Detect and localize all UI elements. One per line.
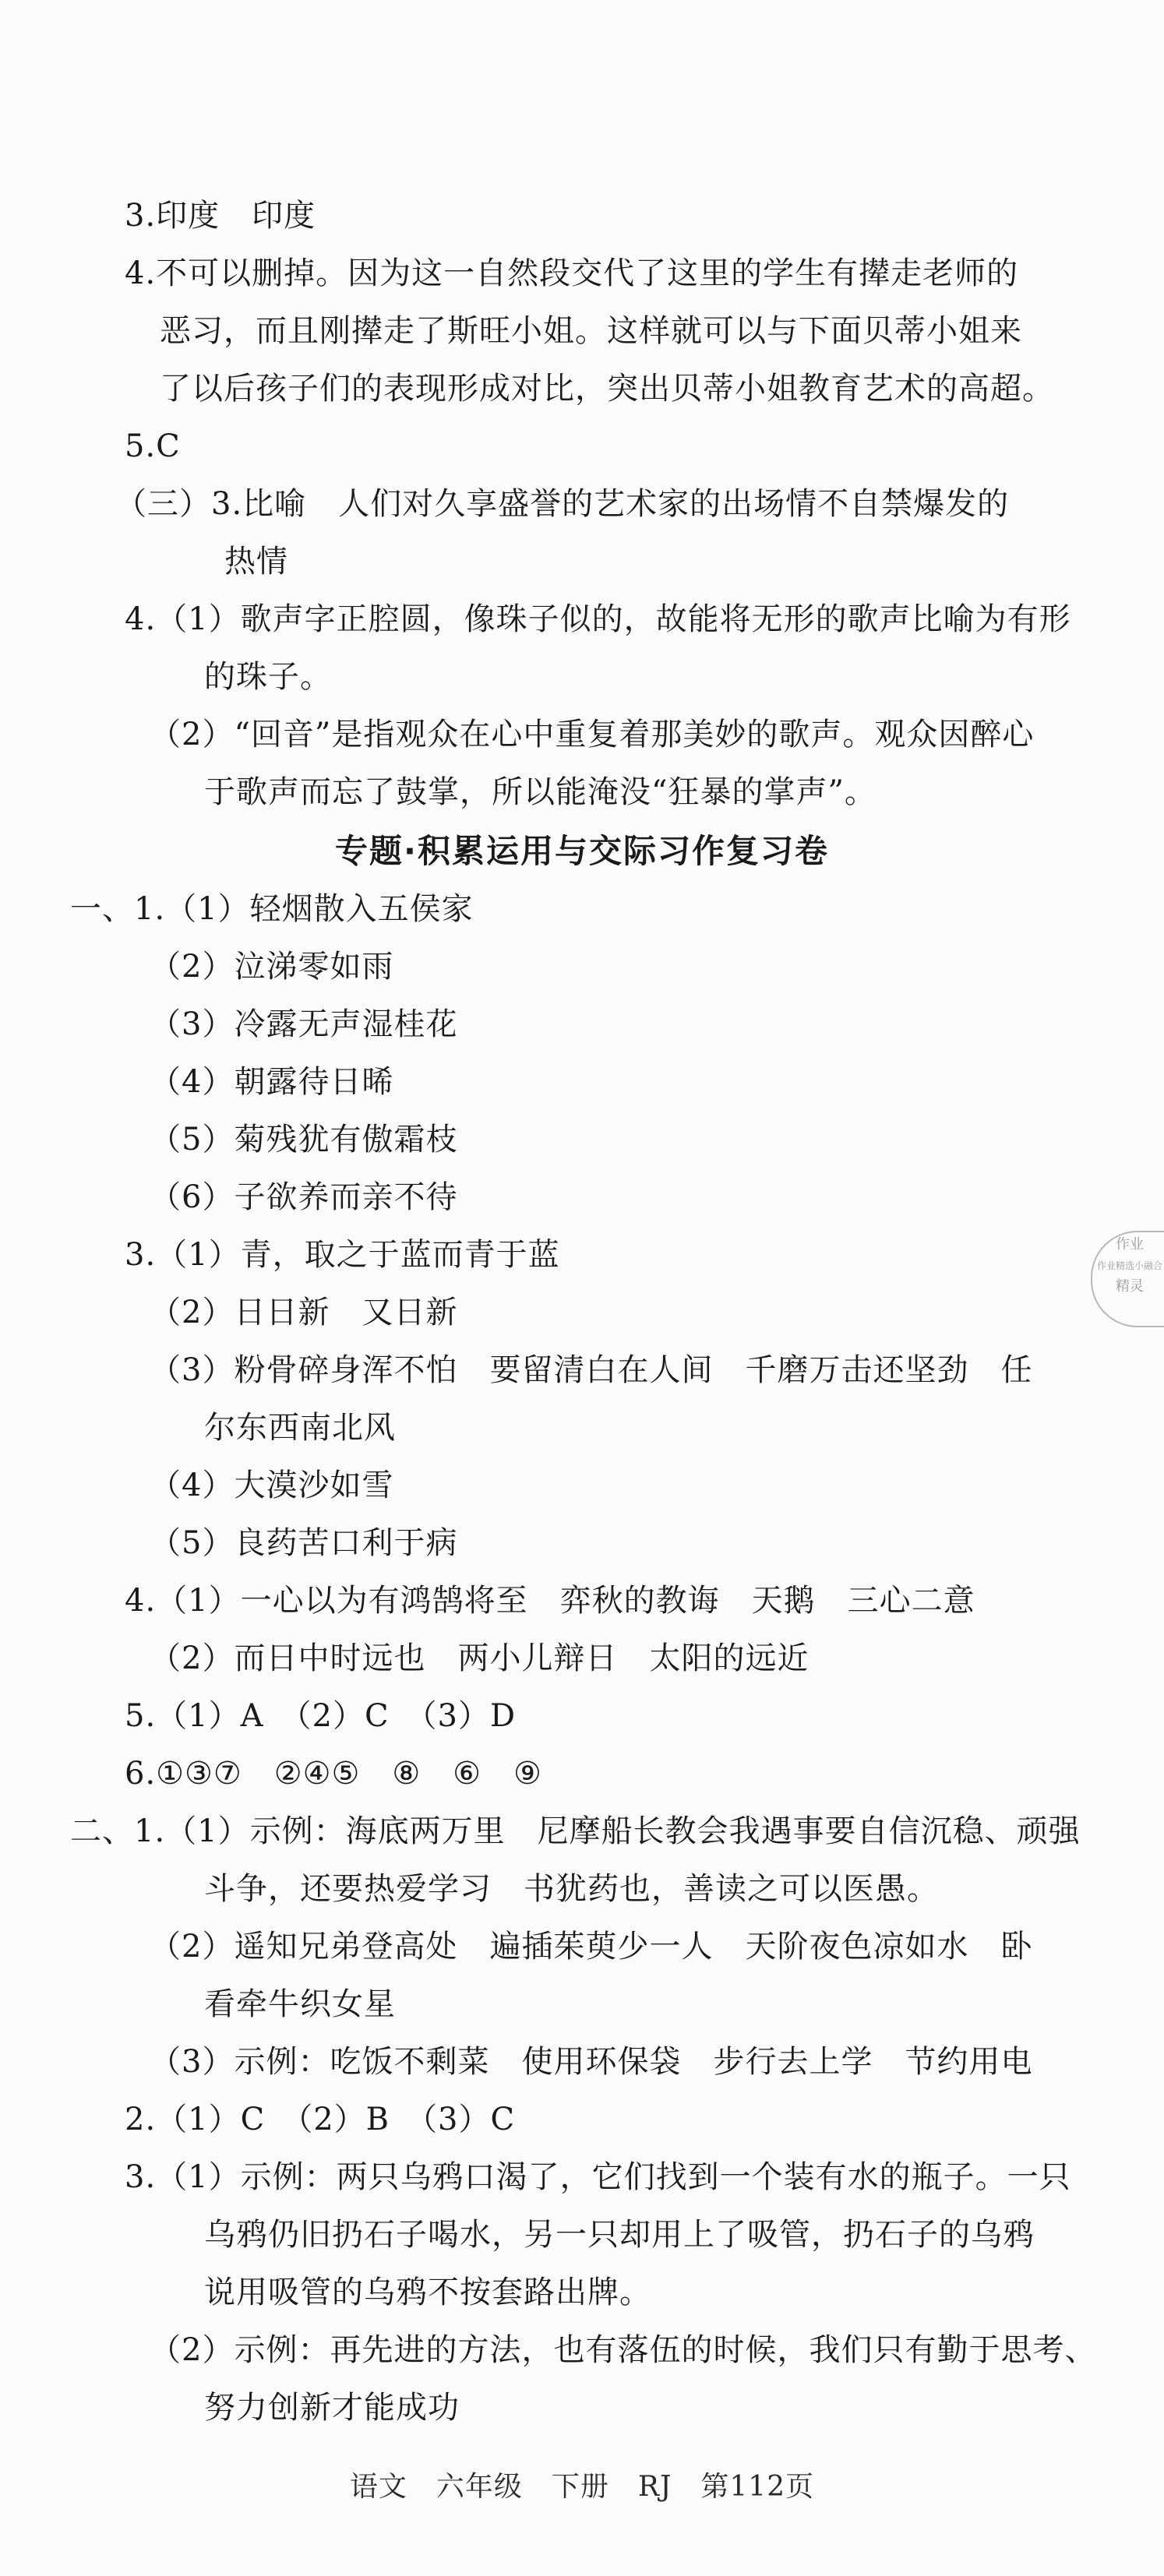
answer-line: （2）而日中时远也 两小儿辩日 太阳的远近	[150, 1640, 810, 1676]
answer-line: （6）子欲养而亲不待	[150, 1179, 458, 1215]
page-footer: 语文 六年级 下册 RJ 第112页	[349, 2471, 815, 2503]
stamp-logo	[1091, 1231, 1164, 1327]
answer-line: 2.（1）C （2）B （3）C	[125, 2102, 516, 2137]
answer-line: 二、1.（1）示例：海底两万里 尼摩船长教会我遇事要自信沉稳、顽强	[70, 1813, 1081, 1849]
stamp-text: 作业精选小融合	[1096, 1260, 1162, 1271]
answer-line: 乌鸦仍旧扔石子喝水，另一只却用上了吸管，扔石子的乌鸦	[204, 2217, 1035, 2253]
answer-line: （2）“回音”是指观众在心中重复着那美妙的歌声。观众因醉心	[150, 717, 1035, 752]
answer-line: 4.（1）歌声字正腔圆，像珠子似的，故能将无形的歌声比喻为有形	[125, 601, 1071, 637]
answer-line: 5.C	[125, 428, 181, 464]
stamp-text: 作业	[1116, 1236, 1144, 1253]
answer-line: （2）遥知兄弟登高处 遍插茱萸少一人 天阶夜色凉如水 卧	[150, 1929, 1033, 1965]
answer-line: （三）3.比喻 人们对久享盛誉的艺术家的出场情不自禁爆发的	[115, 486, 1010, 522]
answer-line: （2）日日新 又日新	[150, 1295, 458, 1330]
answer-line: 3.（1）示例：两只乌鸦口渴了，它们找到一个装有水的瓶子。一只	[125, 2159, 1071, 2195]
answer-line: （2）泣涕零如雨	[150, 949, 394, 985]
answer-line: 斗争，还要热爱学习 书犹药也，善读之可以医愚。	[204, 1871, 939, 1907]
answer-line: 3.印度 印度	[125, 198, 316, 234]
answer-line: 了以后孩子们的表现形成对比，突出贝蒂小姐教育艺术的高超。	[160, 371, 1054, 407]
stamp-text: 精灵	[1116, 1278, 1144, 1295]
answer-line: 的珠子。	[204, 659, 332, 695]
answer-line: （2）示例：再先进的方法，也有落伍的时候，我们只有勤于思考、	[150, 2332, 1097, 2368]
answer-line: 热情	[224, 544, 288, 580]
answer-line: （3）冷露无声湿桂花	[150, 1006, 458, 1042]
answer-line: （3）粉骨碎身浑不怕 要留清白在人间 千磨万击还坚劲 任	[150, 1352, 1033, 1388]
answer-line: （3）示例：吃饭不剩菜 使用环保袋 步行去上学 节约用电	[150, 2044, 1033, 2080]
answer-line: 4.不可以删掉。因为这一自然段交代了这里的学生有撵走老师的	[125, 255, 1019, 291]
answer-line: （5）良药苦口利于病	[150, 1525, 458, 1561]
answer-line: 恶习，而且刚撵走了斯旺小姐。这样就可以与下面贝蒂小姐来	[160, 313, 1022, 349]
section-title: 专题·积累运用与交际习作复习卷	[335, 832, 829, 870]
answer-line: 尔东西南北风	[204, 1410, 396, 1446]
answer-line: 一、1.（1）轻烟散入五侯家	[70, 891, 474, 927]
answer-line: （5）菊残犹有傲霜枝	[150, 1122, 458, 1158]
answer-line: 于歌声而忘了鼓掌，所以能淹没“狂暴的掌声”。	[204, 774, 877, 810]
answer-line: （4）大漠沙如雪	[150, 1468, 394, 1503]
answer-line: 3.（1）青，取之于蓝而青于蓝	[125, 1237, 560, 1273]
answer-line: 努力创新才能成功	[204, 2390, 460, 2426]
answer-line: 看牵牛织女星	[204, 1986, 396, 2022]
answer-line: 6.①③⑦ ②④⑤ ⑧ ⑥ ⑨	[125, 1756, 542, 1792]
answer-line: 5.（1）A （2）C （3）D	[125, 1698, 517, 1734]
answer-line: （4）朝露待日晞	[150, 1064, 394, 1100]
answer-line: 4.（1）一心以为有鸿鹄将至 弈秋的教诲 天鹅 三心二意	[125, 1583, 975, 1619]
answer-line: 说用吸管的乌鸦不按套路出牌。	[204, 2275, 651, 2310]
